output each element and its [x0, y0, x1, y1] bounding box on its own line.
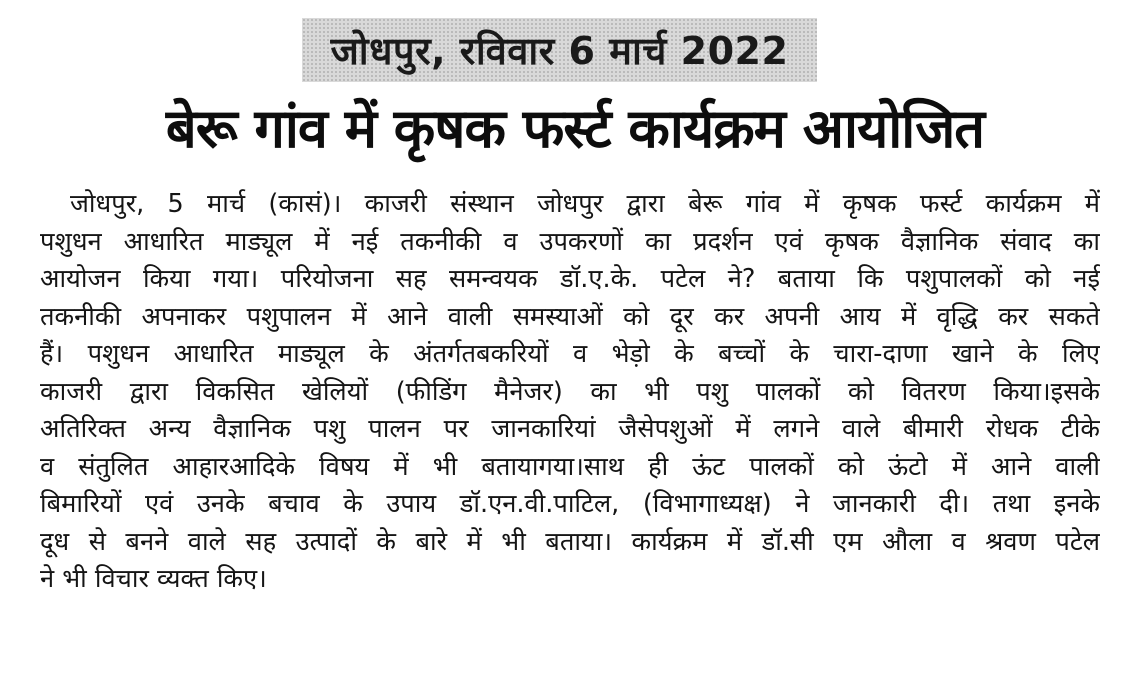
- article-line: व संतुलित आहारआदिके विषय में भी बतायागया।साथ ही ऊंट पालकों को ऊंटो में आने वाली: [40, 451, 1100, 482]
- article-line: ने भी विचार व्यक्त किए।: [40, 564, 267, 594]
- article-body: [40, 186, 1100, 599]
- headline: बेरू गांव में कृषक फर्स्ट कार्यक्रम आयोजित: [165, 97, 985, 160]
- article-line: हैं। पशुधन आधारित माड्यूल के अंतर्गतबकरियों व भेड़ो के बच्चों के चारा-दाणा खाने के लिए: [40, 339, 1100, 369]
- article-line: दूध से बनने वाले सह उत्पादों के बारे में भी बताया। कार्यक्रम में डॉ.सी एम औला व श्रवण पटेल: [40, 526, 1100, 557]
- article-line: काजरी द्वारा विकसित खेलियों (फीडिंग मैनेजर) का भी पशु पालकों को वितरण किया।इसके: [40, 376, 1100, 407]
- dateline: जोधपुर, रविवार 6 मार्च 2022: [330, 29, 789, 73]
- article-line: तकनीकी अपनाकर पशुपालन में आने वाली समस्याओं को दूर कर अपनी आय में वृद्धि कर सकते: [40, 301, 1100, 332]
- article-line: जोधपुर, 5 मार्च (कासं)। काजरी संस्थान जोधपुर द्वारा बेरू गांव में कृषक फर्स्ट कार्यक्रम में: [70, 189, 1100, 219]
- dateline-banner: [302, 18, 817, 82]
- article-line: बिमारियों एवं उनके बचाव के उपाय डॉ.एन.वी.पाटिल, (विभागाध्यक्ष) ने जानकारी दी। तथा इनके: [40, 489, 1100, 519]
- article-line: पशुधन आधारित माड्यूल में नई तकनीकी व उपकरणों का प्रदर्शन एवं कृषक वैज्ञानिक संवाद का: [40, 226, 1100, 257]
- article-line: आयोजन किया गया। परियोजना सह समन्वयक डॉ.ए.के. पटेल ने? बताया कि पशुपालकों को नई: [40, 264, 1100, 294]
- article-line: अतिरिक्त अन्य वैज्ञानिक पशु पालन पर जानकारियां जैसेपशुओं में लगने वाले बीमारी रोधक टीके: [40, 414, 1100, 444]
- newspaper-clipping: [40, 8, 1110, 658]
